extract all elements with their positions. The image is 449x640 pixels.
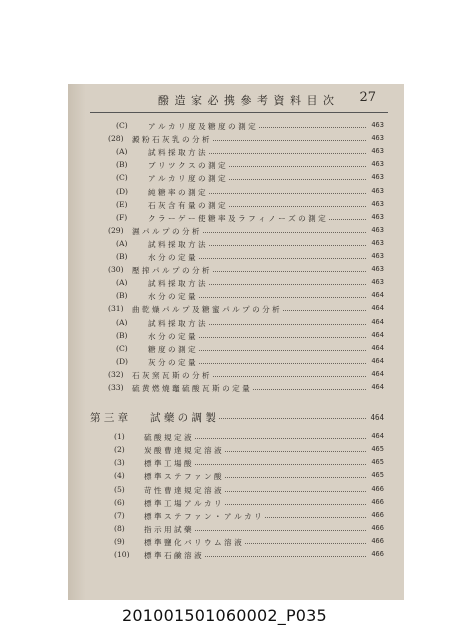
book-page	[68, 84, 404, 600]
entry-number: 第 三 章	[90, 412, 129, 425]
entry-number: (10)	[114, 550, 130, 559]
toc-entry	[68, 383, 404, 396]
entry-number: (B)	[116, 252, 128, 261]
entry-page: 465	[371, 471, 384, 480]
entry-number: (31)	[108, 304, 124, 314]
entry-page: 463	[371, 199, 384, 208]
leader-dots	[229, 206, 366, 207]
entry-number: (D)	[116, 356, 129, 366]
entry-title: 曲 乾 燥 パ ル プ 及 糖 蜜 パ ル プ の 分 析	[132, 305, 280, 315]
entry-number: (C)	[116, 121, 128, 130]
entry-title: 糖 度 の 測 定	[148, 344, 196, 354]
entry-title: 試 料 採 取 方 法	[148, 279, 206, 289]
leader-dots	[195, 530, 366, 531]
entry-page: 464	[370, 413, 384, 423]
entry-title: 試 料 採 取 方 法	[148, 239, 206, 249]
toc-entry	[68, 187, 404, 200]
entry-title: 試 料 採 取 方 法	[148, 318, 206, 328]
entry-title: ア ル カ リ 度 及 糖 度 の 測 定	[148, 122, 256, 131]
entry-page: 464	[371, 432, 384, 441]
entry-title: 苛 性 曹 達 規 定 溶 液	[144, 485, 222, 495]
leader-dots	[195, 464, 366, 465]
entry-number: (7)	[114, 510, 125, 520]
entry-page: 463	[371, 225, 384, 234]
entry-page: 463	[371, 173, 384, 182]
leader-dots	[199, 350, 366, 351]
toc-entry	[68, 471, 404, 484]
toc-entry	[68, 498, 404, 511]
entry-title: 濕 パ ル プ の 分 析	[132, 226, 200, 236]
leader-dots	[225, 491, 366, 492]
entry-title: 硫 酸 規 定 液	[144, 433, 192, 443]
toc-entry	[68, 445, 404, 458]
toc-entry	[68, 160, 404, 173]
entry-page: 466	[371, 550, 384, 558]
leader-dots	[229, 166, 366, 167]
entry-page: 463	[371, 147, 384, 156]
page-header	[68, 90, 404, 110]
entry-number: (8)	[114, 523, 125, 533]
entry-title: 標 準 石 鹼 溶 液	[144, 551, 202, 560]
entry-number: (1)	[114, 432, 125, 442]
entry-title: 試 料 採 取 方 法	[148, 148, 206, 158]
entry-page: 463	[371, 186, 384, 195]
entry-number: (6)	[114, 497, 125, 507]
entry-number: (C)	[116, 173, 128, 183]
chapter-heading	[68, 410, 404, 426]
leader-dots	[283, 310, 366, 311]
entry-title: ブ リ ツ ク ス の 測 定	[148, 161, 226, 171]
entry-number: (D)	[116, 186, 129, 196]
entry-title: 水 分 の 定 量	[148, 253, 196, 262]
entry-title: 指 示 用 試 藥	[144, 524, 192, 534]
leader-dots	[199, 337, 366, 338]
entry-page: 464	[371, 369, 384, 378]
entry-page: 464	[371, 356, 384, 365]
entry-title: 水 分 の 定 量	[148, 292, 196, 302]
toc-entry	[68, 357, 404, 370]
entry-number: (B)	[116, 330, 128, 340]
toc-entry	[68, 213, 404, 226]
entry-title: 標 準 工 場 ア ル カ リ	[144, 498, 222, 508]
header-rule	[90, 112, 388, 113]
toc-entry	[68, 278, 404, 291]
entry-page: 464	[371, 383, 384, 391]
toc-entry	[68, 344, 404, 357]
entry-title: ク ラ ー ゲ ー 使 糖 率 及 ラ フ ィ ノ ー ズ の 測 定	[148, 213, 326, 223]
leader-dots	[259, 127, 366, 128]
leader-dots	[199, 363, 366, 364]
leader-dots	[229, 179, 366, 180]
entry-number: (4)	[114, 471, 125, 481]
entry-page: 466	[371, 523, 384, 532]
entry-page: 463	[371, 278, 384, 287]
toc-entry	[68, 458, 404, 471]
entry-number: (A)	[116, 147, 128, 157]
entry-title: 標 準 ス テ フ ァ ン ・ ア ル カ リ	[144, 511, 262, 521]
leader-dots	[209, 245, 366, 246]
entry-page: 465	[371, 458, 384, 467]
leader-dots	[209, 193, 366, 194]
entry-title: 澱 粉 石 灰 乳 の 分 析	[132, 135, 210, 145]
toc-entry	[68, 173, 404, 186]
entry-title: 純 糖 率 の 測 定	[148, 187, 206, 197]
entry-page: 466	[371, 484, 384, 493]
toc-entry	[68, 239, 404, 252]
running-title: 醱 造 家 必 携 參 考 資 料 目 次	[158, 94, 335, 107]
entry-number: (A)	[116, 317, 128, 327]
entry-title: 炭 酸 曹 達 規 定 溶 液	[144, 446, 222, 456]
entry-title: 硫 黄 燃 燒 竈 硫 酸 瓦 斯 の 定 量	[132, 384, 250, 393]
entry-page: 464	[371, 291, 384, 300]
archive-id-label: 201001501060002_P035	[122, 606, 327, 625]
leader-dots	[329, 219, 366, 220]
entry-number: (32)	[108, 369, 124, 379]
entry-page: 465	[371, 445, 384, 454]
entry-number: (33)	[108, 383, 124, 392]
toc-entry	[68, 318, 404, 331]
toc-entry	[68, 370, 404, 383]
leader-dots	[203, 232, 366, 233]
leader-dots	[199, 258, 366, 259]
toc-entry	[68, 121, 404, 134]
entry-number: (A)	[116, 278, 128, 288]
toc-entry	[68, 485, 404, 498]
entry-title: 壓 搾 パ ル プ の 分 析	[132, 266, 210, 276]
toc-entry	[68, 432, 404, 445]
toc-entry	[68, 134, 404, 147]
entry-title: 灰 分 の 定 量	[148, 357, 196, 367]
entry-page: 463	[371, 160, 384, 169]
leader-dots	[225, 504, 366, 505]
entry-title: ア ル カ リ 度 の 測 定	[148, 174, 226, 184]
toc-entry	[68, 291, 404, 304]
toc-entry	[68, 550, 404, 563]
page-number: 27	[359, 90, 376, 105]
leader-dots	[219, 418, 366, 419]
entry-page: 463	[371, 134, 384, 143]
toc-entry	[68, 265, 404, 278]
entry-page: 464	[371, 330, 384, 339]
leader-dots	[213, 271, 366, 272]
leader-dots	[205, 556, 366, 557]
leader-dots	[195, 438, 366, 439]
entry-title: 試 藥 の 調 製	[150, 412, 216, 425]
entry-number: (9)	[114, 536, 125, 546]
leader-dots	[209, 153, 366, 154]
leader-dots	[253, 389, 366, 390]
leader-dots	[213, 140, 366, 141]
toc-entry	[68, 304, 404, 317]
leader-dots	[199, 297, 366, 298]
entry-page: 466	[371, 497, 384, 506]
entry-number: (3)	[114, 458, 125, 468]
entry-number: (C)	[116, 343, 128, 353]
leader-dots	[245, 543, 366, 544]
entry-number: (E)	[116, 199, 128, 209]
leader-dots	[225, 451, 366, 452]
entry-number: (28)	[108, 134, 124, 144]
entry-page: 466	[371, 510, 384, 519]
leader-dots	[225, 477, 366, 478]
entry-number: (B)	[116, 160, 128, 170]
toc-entry	[68, 537, 404, 550]
entry-number: (F)	[116, 212, 128, 222]
entry-number: (2)	[114, 445, 125, 455]
entry-page: 466	[371, 536, 384, 545]
toc-entry	[68, 226, 404, 239]
leader-dots	[209, 324, 366, 325]
toc-entry	[68, 524, 404, 537]
toc-entry	[68, 200, 404, 213]
entry-number: (29)	[108, 225, 124, 235]
entry-page: 463	[371, 212, 384, 221]
entry-page: 464	[371, 317, 384, 326]
entry-page: 464	[371, 343, 384, 352]
entry-title: 石 灰 含 有 量 の 測 定	[148, 200, 226, 210]
leader-dots	[265, 517, 366, 518]
entry-title: 石 灰 窯 瓦 斯 の 分 析	[132, 370, 210, 380]
entry-title: 水 分 の 定 量	[148, 331, 196, 341]
entry-page: 464	[371, 304, 384, 313]
leader-dots	[209, 284, 366, 285]
leader-dots	[213, 376, 366, 377]
entry-page: 463	[371, 265, 384, 274]
toc-entry	[68, 147, 404, 160]
entry-title: 標 準 鹽 化 バ リ ウ ム 溶 液	[144, 537, 242, 547]
entry-page: 463	[371, 252, 384, 260]
entry-page: 463	[371, 121, 384, 129]
entry-number: (A)	[116, 238, 128, 248]
toc-entry	[68, 511, 404, 524]
entry-number: (30)	[108, 265, 124, 275]
toc-entry	[68, 252, 404, 265]
toc-entry	[68, 331, 404, 344]
entry-number: (5)	[114, 484, 125, 494]
entry-title: 標 準 工 場 酸	[144, 459, 192, 469]
entry-number: (B)	[116, 291, 128, 301]
entry-page: 463	[371, 238, 384, 247]
entry-title: 標 準 ス テ フ ァ ン 酸	[144, 472, 222, 482]
